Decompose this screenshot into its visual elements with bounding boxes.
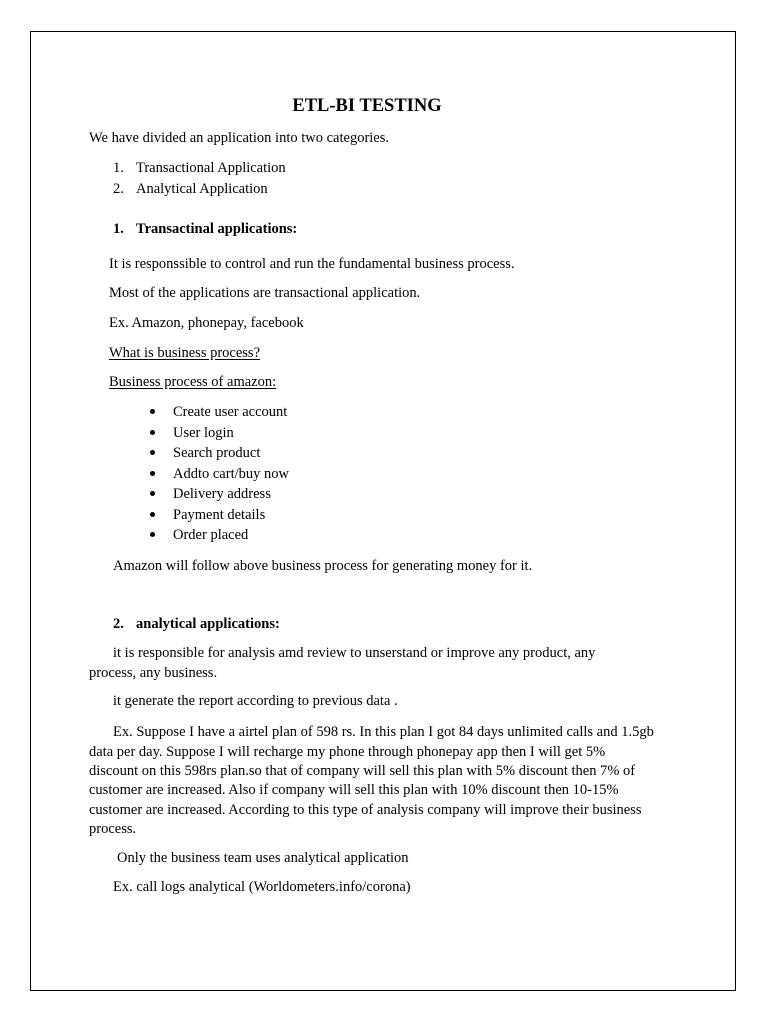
process-step: Search product [173, 445, 261, 461]
category-label: Analytical Application [136, 181, 268, 197]
category-number: 2. [113, 181, 124, 197]
section1-heading: Transactinal applications: [136, 221, 298, 237]
section2-paragraph: Only the business team uses analytical application [117, 850, 409, 866]
process-step: Addto cart/buy now [173, 466, 289, 482]
bullet-icon [150, 450, 155, 455]
example-paragraph-line: customer are increased. Also if company will sell this plan with 10% discount then 10-15% [89, 782, 619, 798]
section2-paragraph: Ex. call logs analytical (Worldometers.info/corona) [113, 879, 411, 895]
process-step: Order placed [173, 527, 249, 543]
section2-paragraph: it generate the report according to previous data . [113, 693, 398, 709]
section1-number: 1. [113, 221, 124, 237]
section2-heading: analytical applications: [136, 616, 280, 632]
section1-paragraph: It is responssible to control and run the fundamental business process. [109, 256, 515, 272]
example-paragraph-line: Ex. Suppose I have a airtel plan of 598 rs. In this plan I got 84 days unlimited calls and 1.5gb [113, 724, 654, 740]
category-label: Transactional Application [136, 160, 286, 176]
bullet-icon [150, 491, 155, 496]
process-step: User login [173, 425, 234, 441]
document-title: ETL-BI TESTING [292, 96, 442, 116]
example-paragraph-line: process. [89, 821, 137, 837]
section1-paragraph: Most of the applications are transactional application. [109, 285, 421, 301]
section2-paragraph-line: it is responsible for analysis amd review to unserstand or improve any product, any [113, 645, 596, 661]
process-step: Create user account [173, 404, 288, 420]
section1-closing: Amazon will follow above business process for generating money for it. [113, 558, 533, 574]
bullet-icon [150, 430, 155, 435]
category-number: 1. [113, 160, 124, 176]
process-step: Delivery address [173, 486, 271, 502]
example-paragraph-line: discount on this 598rs plan.so that of company will sell this plan with 5% discount then 7% of [89, 763, 636, 779]
bullet-icon [150, 532, 155, 537]
business-process-question: What is business process? [109, 345, 261, 361]
bullet-icon [150, 512, 155, 517]
example-paragraph-line: data per day. Suppose I will recharge my phone through phonepay app then I will get 5% [89, 744, 606, 760]
section2-paragraph-line: process, any business. [89, 665, 218, 681]
amazon-process-heading: Business process of amazon: [109, 374, 277, 390]
intro-text: We have divided an application into two categories. [89, 130, 390, 146]
section1-paragraph: Ex. Amazon, phonepay, facebook [109, 315, 304, 331]
example-paragraph-line: customer are increased. According to this type of analysis company will improve their business [89, 802, 642, 818]
bullet-icon [150, 409, 155, 414]
bullet-icon [150, 471, 155, 476]
section2-number: 2. [113, 616, 124, 632]
process-step: Payment details [173, 507, 266, 523]
